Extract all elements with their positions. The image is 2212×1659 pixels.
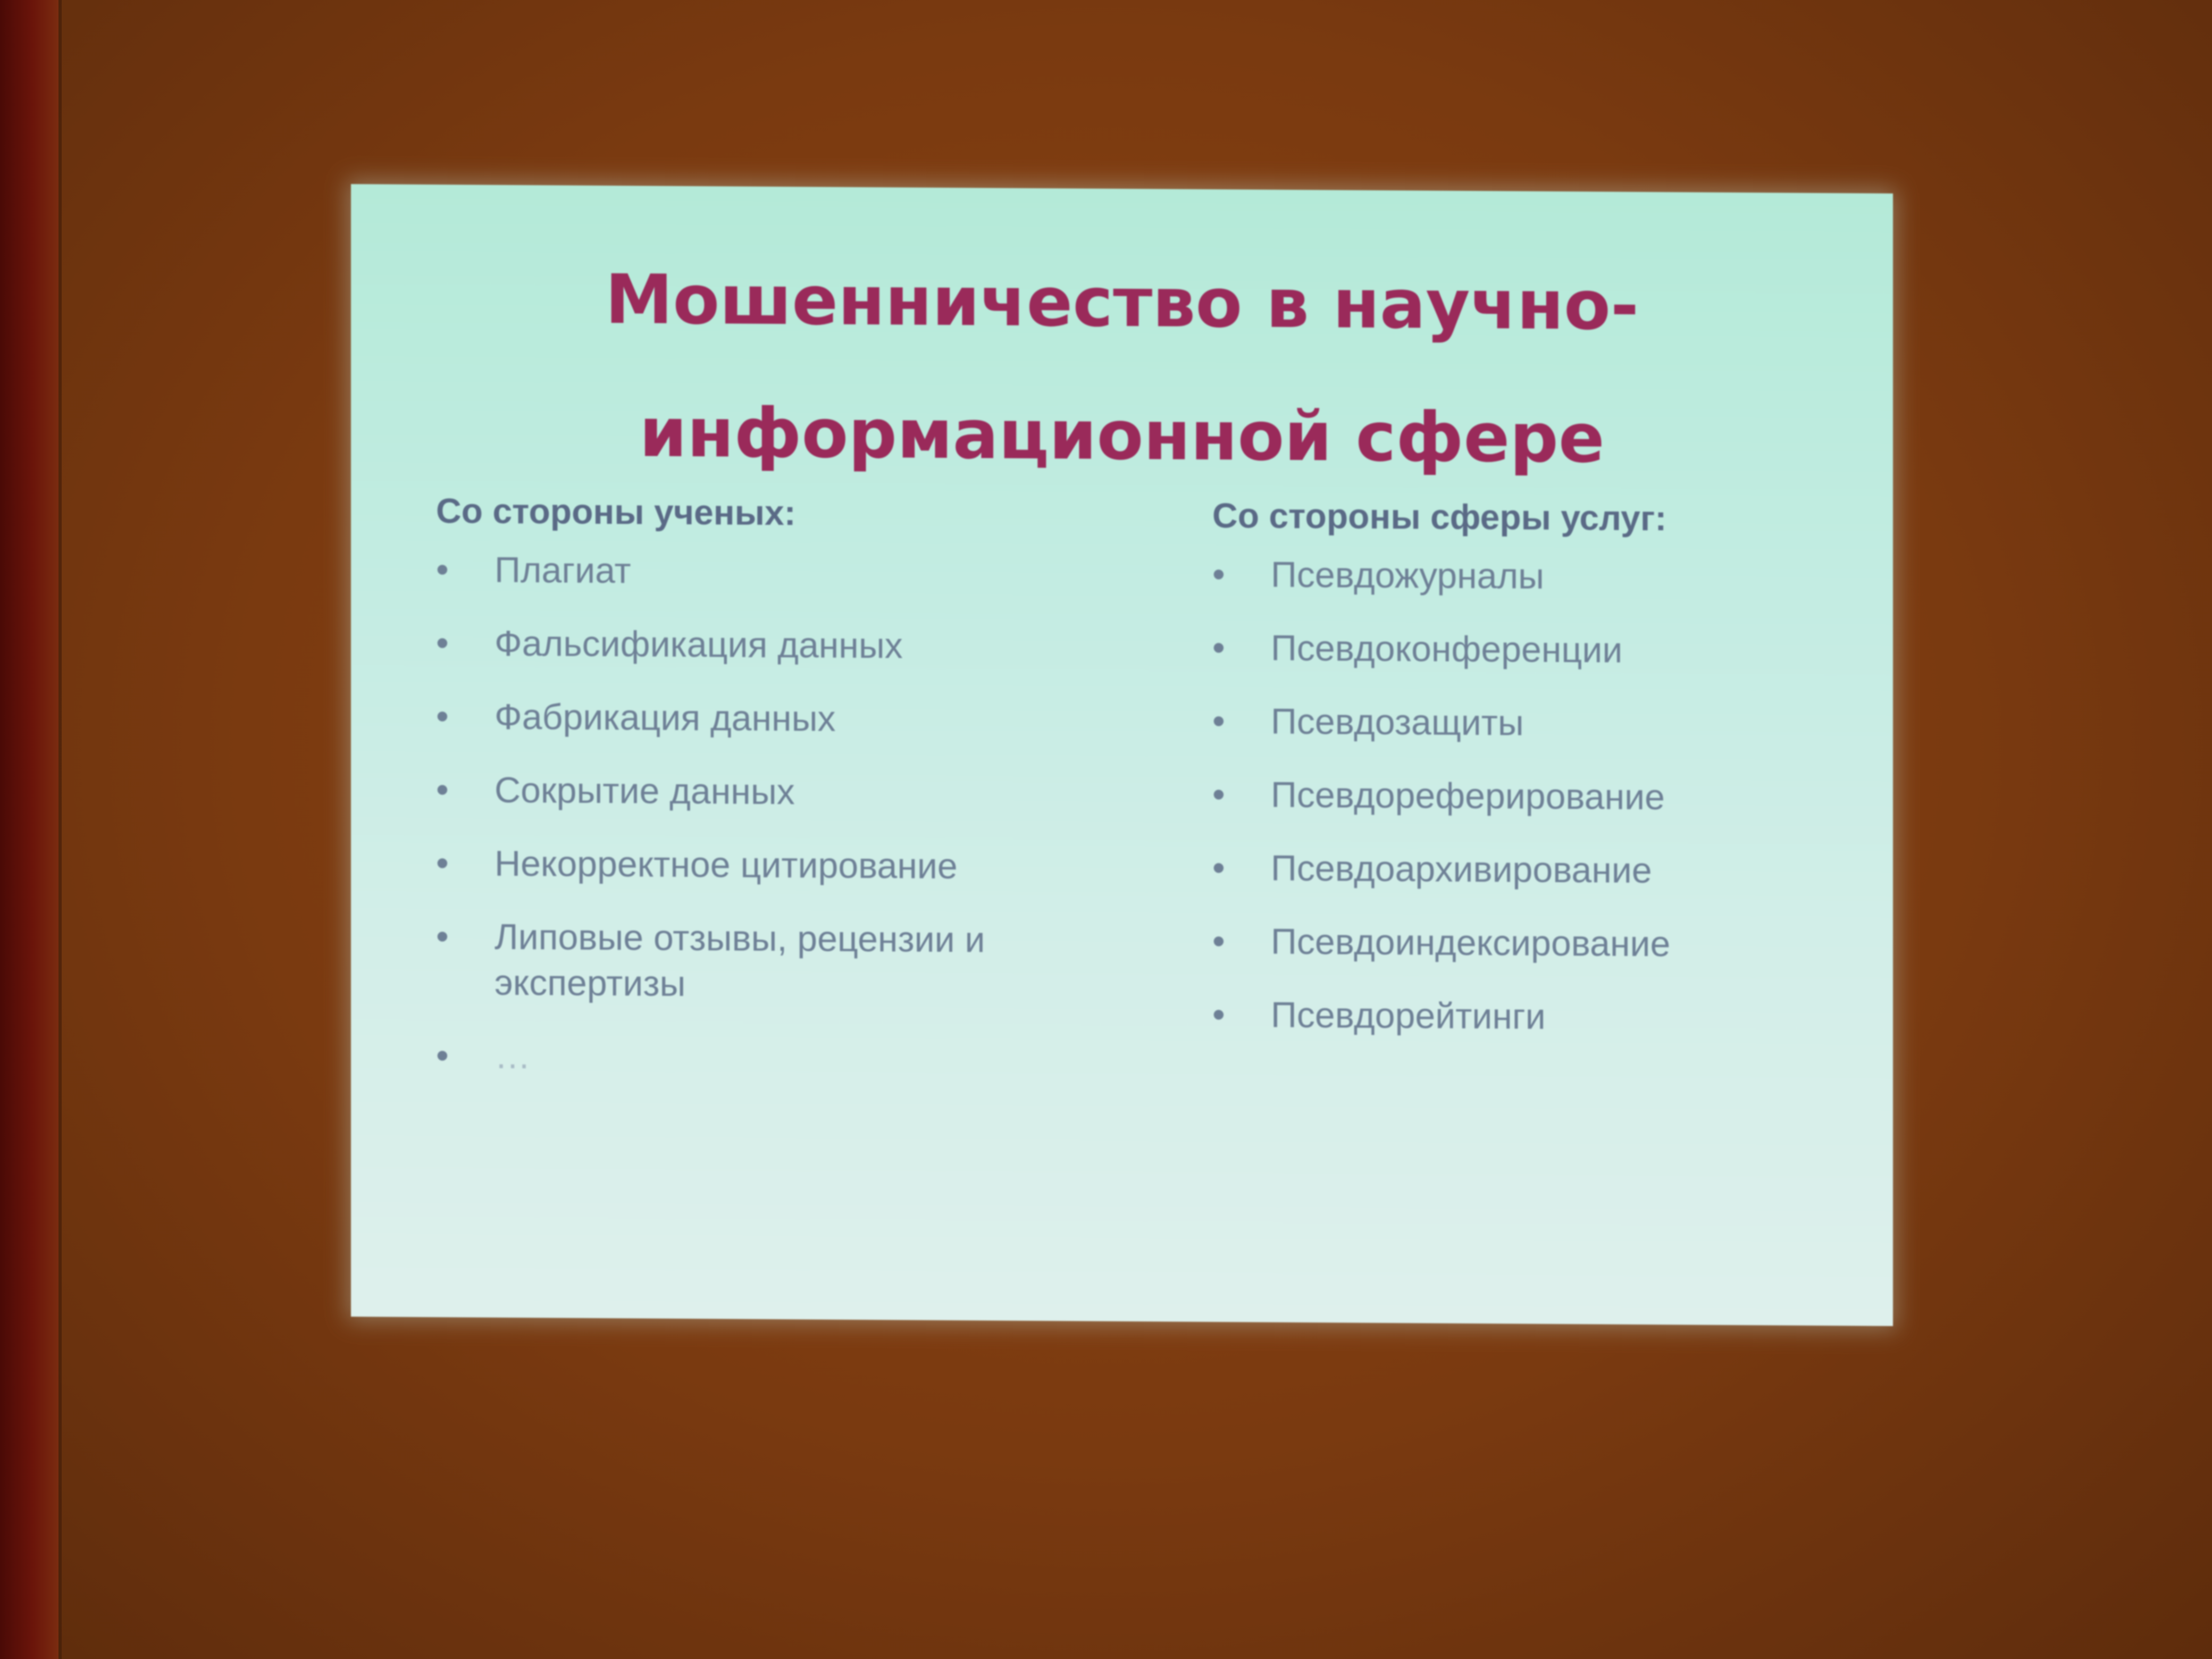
services-column — [1212, 495, 1824, 1069]
scientists-column — [436, 490, 1074, 1110]
list-item: • Псевдоконференции — [1212, 625, 1824, 674]
list-item: • Липовые отзывы, рецензии и экспертизы — [436, 914, 1074, 1009]
list-item: • Фабрикация данных — [436, 693, 1074, 743]
list-item: • Псевдореферирование — [1212, 772, 1824, 821]
projected-slide — [351, 184, 1893, 1326]
list-item: • Псевдоархивирование — [1212, 845, 1824, 894]
list-item: • Фальсификация данных — [436, 620, 1074, 669]
list-item: • Псевдозащиты — [1212, 698, 1824, 748]
list-item: • Некорректное цитирование — [436, 840, 1074, 890]
services-heading: Со стороны сферы услуг: — [1212, 496, 1667, 538]
list-item: • Сокрытие данных — [436, 767, 1074, 816]
screen-edge — [58, 0, 62, 1659]
list-item: • Псевдорейтинги — [1212, 992, 1824, 1041]
list-item: • Псевдожурналы — [1212, 551, 1824, 601]
list-item: • … — [436, 1033, 1074, 1082]
scientists-heading: Со стороны ученых: — [436, 491, 796, 533]
services-list — [1212, 551, 1824, 1041]
list-item: • Плагиат — [436, 547, 1074, 596]
list-item: • Псевдоиндексирование — [1212, 918, 1824, 968]
scientists-list — [436, 547, 1074, 1082]
slide-title: Мошенничество в научно-информационной сфере — [605, 260, 1639, 479]
curtain — [0, 0, 58, 1659]
